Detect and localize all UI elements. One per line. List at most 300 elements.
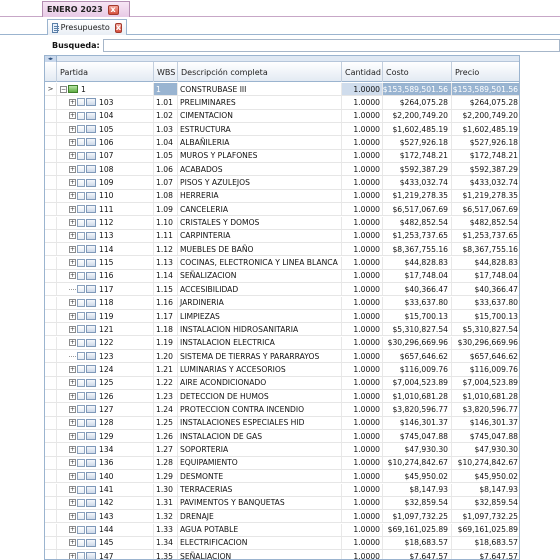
cell-cantidad: 1.0000 — [342, 297, 383, 309]
table-row[interactable] — [45, 443, 520, 456]
tree-node — [59, 190, 114, 202]
table-row[interactable] — [45, 363, 520, 376]
cell-cantidad: 1.0000 — [342, 524, 383, 536]
folder-icon — [86, 499, 96, 507]
cell-partida — [57, 243, 154, 255]
table-row[interactable] — [45, 430, 520, 443]
cell-descripcion: EQUIPAMIENTO — [178, 457, 342, 469]
expand-icon[interactable]: + — [70, 365, 76, 373]
folder-icon — [86, 112, 96, 120]
cell-costo: $3,820,596.77 — [383, 403, 452, 415]
budget-grid — [44, 55, 520, 560]
cell-costo: $527,926.18 — [383, 136, 452, 148]
tree-node — [59, 283, 114, 295]
expand-icon[interactable]: + — [70, 526, 76, 534]
expand-icon[interactable]: + — [70, 405, 76, 413]
tree-node — [59, 377, 114, 389]
expand-icon[interactable]: + — [70, 432, 76, 440]
cell-wbs: 1.03 — [154, 123, 178, 135]
page-margin — [520, 55, 560, 560]
table-row[interactable] — [45, 203, 520, 216]
cell-wbs: 1.32 — [154, 510, 178, 522]
header-descripcion[interactable]: Descripción completa — [178, 62, 342, 82]
row-indicator — [45, 217, 57, 229]
cell-partida — [57, 230, 154, 242]
table-row[interactable] — [45, 190, 520, 203]
row-checkbox[interactable] — [77, 499, 85, 507]
partida-label: 114 — [99, 244, 114, 254]
cell-cantidad: 1.0000 — [342, 537, 383, 549]
cell-descripcion: LIMPIEZAS — [178, 310, 342, 322]
collapse-icon[interactable]: − — [61, 85, 67, 93]
table-row[interactable] — [45, 337, 520, 350]
cell-partida — [57, 257, 154, 269]
row-checkbox[interactable] — [77, 179, 85, 187]
table-row[interactable] — [45, 110, 520, 123]
cell-cantidad: 1.0000 — [342, 337, 383, 349]
partida-label: 107 — [99, 151, 114, 161]
table-row[interactable] — [45, 497, 520, 510]
partida-label: 136 — [99, 458, 114, 468]
cell-cantidad: 1.0000 — [342, 457, 383, 469]
cell-costo: $433,032.74 — [383, 176, 452, 188]
cell-descripcion: CIMENTACION — [178, 110, 342, 122]
tab-presupuesto[interactable] — [47, 19, 127, 35]
partida-label: 1 — [81, 84, 86, 94]
cell-partida — [57, 497, 154, 509]
cell-wbs: 1.17 — [154, 310, 178, 322]
cell-cantidad: 1.0000 — [342, 96, 383, 108]
tree-node — [59, 550, 114, 560]
table-row[interactable] — [45, 176, 520, 189]
cell-precio: $1,602,485.19 — [462, 124, 518, 134]
partida-label: 108 — [99, 164, 114, 174]
row-checkbox[interactable] — [77, 472, 85, 480]
cell-precio: $1,010,681.28 — [462, 391, 518, 401]
table-row[interactable] — [45, 377, 520, 390]
cell-partida — [57, 83, 154, 95]
row-checkbox[interactable] — [77, 446, 85, 454]
expand-icon[interactable]: + — [70, 379, 76, 387]
row-indicator — [45, 203, 57, 215]
cell-partida — [57, 457, 154, 469]
expand-icon[interactable]: + — [70, 138, 76, 146]
row-checkbox[interactable] — [77, 98, 85, 106]
cell-descripcion: MUEBLES DE BAÑO — [178, 243, 342, 255]
tab-enero-2023[interactable] — [42, 1, 130, 17]
cell-descripcion: CARPINTERIA — [178, 230, 342, 242]
cell-partida — [57, 524, 154, 536]
cell-costo: $264,075.28 — [383, 96, 452, 108]
partida-label: 124 — [99, 364, 114, 374]
expand-icon[interactable]: + — [70, 312, 76, 320]
partida-label: 113 — [99, 231, 114, 241]
partida-label: 111 — [99, 204, 114, 214]
cell-wbs: 1.09 — [154, 203, 178, 215]
header-precio[interactable]: Precio — [455, 67, 480, 77]
cell-costo: $146,301.37 — [383, 417, 452, 429]
cell-wbs: 1.31 — [154, 497, 178, 509]
expand-icon[interactable]: + — [70, 112, 76, 120]
row-checkbox[interactable] — [77, 152, 85, 160]
cell-partida — [57, 123, 154, 135]
cell-costo: $7,004,523.89 — [383, 377, 452, 389]
row-indicator — [45, 524, 57, 536]
cell-precio: $172,748.21 — [469, 151, 518, 161]
row-checkbox[interactable] — [77, 299, 85, 307]
column-chooser-icon[interactable]: ◂▸ — [45, 56, 57, 62]
cell-wbs: 1.08 — [154, 190, 178, 202]
tree-node — [59, 524, 114, 536]
cell-precio: $7,647.57 — [479, 551, 518, 560]
cell-cantidad: 1.0000 — [342, 350, 383, 362]
partida-label: 127 — [99, 404, 114, 414]
row-checkbox[interactable] — [77, 138, 85, 146]
table-row[interactable] — [45, 524, 520, 537]
tree-node — [59, 297, 114, 309]
row-checkbox[interactable] — [77, 405, 85, 413]
table-row[interactable] — [45, 217, 520, 230]
expand-icon[interactable]: + — [70, 472, 76, 480]
cell-costo: $745,047.88 — [383, 430, 452, 442]
folder-icon — [86, 552, 96, 560]
expand-icon[interactable]: + — [70, 486, 76, 494]
close-icon[interactable]: x — [115, 22, 121, 32]
partida-label: 144 — [99, 525, 114, 535]
view-tabstrip — [0, 17, 560, 35]
row-checkbox[interactable] — [77, 245, 85, 253]
row-checkbox[interactable] — [77, 325, 85, 333]
folder-icon — [86, 179, 96, 187]
cell-cantidad: 1.0000 — [342, 243, 383, 255]
partida-label: 142 — [99, 498, 114, 508]
tree-node — [59, 484, 114, 496]
table-row[interactable] — [45, 123, 520, 136]
cell-costo: $1,010,681.28 — [383, 390, 452, 402]
document-icon — [52, 23, 58, 33]
expand-icon[interactable]: + — [70, 98, 76, 106]
cell-precio: $3,820,596.77 — [462, 404, 518, 414]
folder-icon — [86, 392, 96, 400]
table-row[interactable] — [45, 350, 520, 363]
cell-wbs: 1.26 — [154, 430, 178, 442]
row-checkbox[interactable] — [77, 272, 85, 280]
partida-label: 104 — [99, 111, 114, 121]
tree-node — [59, 230, 114, 242]
folder-icon — [86, 98, 96, 106]
expand-icon[interactable]: + — [70, 299, 76, 307]
cell-partida — [57, 537, 154, 549]
table-row[interactable] — [45, 510, 520, 523]
tree-node — [59, 243, 114, 255]
table-row[interactable] — [45, 83, 520, 96]
cell-wbs: 1.21 — [154, 363, 178, 375]
cell-partida — [57, 390, 154, 402]
expand-icon[interactable]: + — [70, 152, 76, 160]
row-checkbox[interactable] — [77, 512, 85, 520]
expand-icon[interactable]: + — [70, 179, 76, 187]
project-icon — [68, 85, 78, 93]
row-checkbox[interactable] — [77, 165, 85, 173]
cell-partida — [57, 297, 154, 309]
folder-icon — [86, 285, 96, 293]
row-checkbox[interactable] — [77, 285, 85, 293]
row-checkbox[interactable] — [77, 232, 85, 240]
cell-precio: $482,852.54 — [469, 218, 518, 228]
tree-node — [59, 163, 114, 175]
cell-wbs: 1.27 — [154, 443, 178, 455]
table-row[interactable] — [45, 417, 520, 430]
expand-icon[interactable]: + — [70, 232, 76, 240]
tab-enero-2023-label: ENERO 2023 — [47, 5, 103, 14]
table-row[interactable] — [45, 270, 520, 283]
cell-costo: $482,852.54 — [383, 217, 452, 229]
expand-icon[interactable]: + — [70, 165, 76, 173]
table-row[interactable] — [45, 550, 520, 560]
tree-node — [59, 257, 114, 269]
tree-node — [59, 123, 114, 135]
cell-precio: $44,828.83 — [474, 258, 518, 268]
cell-precio: $32,859.54 — [474, 498, 518, 508]
cell-descripcion: SEÑALIACION — [178, 550, 342, 560]
row-checkbox[interactable] — [77, 392, 85, 400]
table-row[interactable] — [45, 403, 520, 416]
cell-cantidad: 1.0000 — [342, 257, 383, 269]
tree-node — [59, 390, 114, 402]
row-indicator — [45, 230, 57, 242]
cell-costo: $17,748.04 — [383, 270, 452, 282]
cell-precio: $17,748.04 — [474, 271, 518, 281]
table-row[interactable] — [45, 323, 520, 336]
partida-label: 141 — [99, 485, 114, 495]
cell-precio: $153,589,501.56 — [452, 83, 520, 95]
row-checkbox[interactable] — [77, 419, 85, 427]
row-indicator — [45, 163, 57, 175]
table-row[interactable] — [45, 283, 520, 296]
cell-partida — [57, 337, 154, 349]
cell-partida — [57, 484, 154, 496]
expand-icon[interactable]: + — [70, 512, 76, 520]
table-row[interactable] — [45, 243, 520, 256]
cell-cantidad: 1.0000 — [342, 110, 383, 122]
row-checkbox[interactable] — [77, 339, 85, 347]
table-row[interactable] — [45, 297, 520, 310]
table-row[interactable] — [45, 537, 520, 550]
expand-icon[interactable]: + — [70, 272, 76, 280]
tree-node — [59, 457, 114, 469]
cell-cantidad: 1.0000 — [342, 136, 383, 148]
cell-costo: $32,859.54 — [383, 497, 452, 509]
row-checkbox[interactable] — [77, 486, 85, 494]
table-row[interactable] — [45, 163, 520, 176]
tree-line-icon — [69, 289, 76, 290]
row-checkbox[interactable] — [77, 539, 85, 547]
close-icon[interactable]: x — [108, 5, 119, 15]
folder-icon — [86, 125, 96, 133]
header-cantidad[interactable]: Cantidad — [342, 62, 383, 82]
cell-partida — [57, 430, 154, 442]
cell-costo: $5,310,827.54 — [383, 323, 452, 335]
expand-icon[interactable]: + — [70, 205, 76, 213]
cell-partida — [57, 403, 154, 415]
cell-descripcion: INSTALACION DE GAS — [178, 430, 342, 442]
cell-cantidad: 1.0000 — [342, 497, 383, 509]
table-row[interactable] — [45, 390, 520, 403]
row-indicator — [45, 297, 57, 309]
row-checkbox[interactable] — [77, 365, 85, 373]
expand-icon[interactable]: + — [70, 539, 76, 547]
tree-line-icon — [69, 356, 76, 357]
row-indicator — [45, 497, 57, 509]
expand-icon[interactable]: + — [70, 552, 76, 560]
partida-label: 119 — [99, 311, 114, 321]
folder-icon — [86, 325, 96, 333]
expand-icon[interactable]: + — [70, 325, 76, 333]
cell-wbs: 1.24 — [154, 403, 178, 415]
cell-wbs: 1.01 — [154, 96, 178, 108]
tree-node — [59, 136, 114, 148]
cell-descripcion: MUROS Y PLAFONES — [178, 150, 342, 162]
partida-label: 103 — [99, 97, 114, 107]
partida-label: 134 — [99, 445, 114, 455]
cell-partida — [57, 470, 154, 482]
expand-icon[interactable]: + — [70, 419, 76, 427]
cell-cantidad: 1.0000 — [342, 363, 383, 375]
row-checkbox[interactable] — [77, 432, 85, 440]
table-row[interactable] — [45, 470, 520, 483]
folder-icon — [86, 352, 96, 360]
expand-icon[interactable]: + — [70, 459, 76, 467]
cell-precio: $15,700.13 — [474, 311, 518, 321]
row-indicator — [45, 390, 57, 402]
folder-icon — [86, 192, 96, 200]
cell-precio: $433,032.74 — [469, 178, 518, 188]
row-indicator — [45, 176, 57, 188]
search-input[interactable] — [103, 39, 560, 52]
header-partida[interactable]: Partida — [57, 62, 154, 82]
row-indicator — [45, 350, 57, 362]
cell-precio: $116,009.76 — [469, 364, 518, 374]
table-row[interactable] — [45, 150, 520, 163]
tree-node — [59, 430, 114, 442]
tree-node — [59, 537, 114, 549]
partida-label: 117 — [99, 284, 114, 294]
partida-label: 106 — [99, 137, 114, 147]
expand-icon[interactable]: + — [70, 446, 76, 454]
table-row[interactable] — [45, 484, 520, 497]
cell-precio: $592,387.29 — [469, 164, 518, 174]
cell-wbs: 1.14 — [154, 270, 178, 282]
row-checkbox[interactable] — [77, 352, 85, 360]
cell-descripcion: INSTALACIONES ESPECIALES HID — [178, 417, 342, 429]
cell-descripcion: DESMONTE — [178, 470, 342, 482]
cell-wbs: 1 — [154, 83, 178, 95]
tree-node — [59, 510, 114, 522]
cell-wbs: 1.20 — [154, 350, 178, 362]
cell-partida — [57, 550, 154, 560]
table-row[interactable] — [45, 457, 520, 470]
folder-icon — [86, 165, 96, 173]
expand-icon[interactable]: + — [70, 245, 76, 253]
row-checkbox[interactable] — [77, 379, 85, 387]
cell-wbs: 1.12 — [154, 243, 178, 255]
row-indicator — [45, 283, 57, 295]
row-checkbox[interactable] — [77, 112, 85, 120]
cell-precio: $47,930.30 — [474, 445, 518, 455]
cell-partida — [57, 203, 154, 215]
row-checkbox[interactable] — [77, 459, 85, 467]
row-indicator — [45, 470, 57, 482]
cell-cantidad: 1.0000 — [342, 270, 383, 282]
cell-precio: $1,219,278.35 — [462, 191, 518, 201]
cell-wbs: 1.05 — [154, 150, 178, 162]
cell-descripcion: INSTALACION HIDROSANITARIA — [178, 323, 342, 335]
row-checkbox[interactable] — [77, 125, 85, 133]
tree-node — [59, 497, 114, 509]
row-indicator — [45, 457, 57, 469]
table-row[interactable] — [45, 230, 520, 243]
cell-cantidad: 1.0000 — [342, 176, 383, 188]
header-costo[interactable]: Costo — [383, 62, 452, 82]
table-row[interactable] — [45, 136, 520, 149]
cell-precio: $30,296,669.96 — [457, 338, 518, 348]
row-checkbox[interactable] — [77, 192, 85, 200]
expand-icon[interactable]: + — [70, 125, 76, 133]
table-row[interactable] — [45, 257, 520, 270]
row-checkbox[interactable] — [77, 219, 85, 227]
expand-icon[interactable]: + — [70, 392, 76, 400]
table-row[interactable] — [45, 310, 520, 323]
row-checkbox[interactable] — [77, 552, 85, 560]
cell-cantidad: 1.0000 — [342, 323, 383, 335]
cell-precio: $40,366.47 — [474, 284, 518, 294]
partida-label: 147 — [99, 551, 114, 560]
cell-precio: $5,310,827.54 — [462, 324, 518, 334]
row-indicator — [45, 136, 57, 148]
table-row[interactable] — [45, 96, 520, 109]
folder-icon — [86, 526, 96, 534]
row-checkbox[interactable] — [77, 312, 85, 320]
partida-label: 121 — [99, 324, 114, 334]
cell-descripcion: JARDINERIA — [178, 297, 342, 309]
expand-icon[interactable]: + — [70, 219, 76, 227]
row-checkbox[interactable] — [77, 526, 85, 534]
cell-precio: $8,147.93 — [479, 485, 518, 495]
expand-icon[interactable]: + — [70, 192, 76, 200]
cell-costo: $8,147.93 — [383, 484, 452, 496]
row-checkbox[interactable] — [77, 205, 85, 213]
expand-icon[interactable]: + — [70, 499, 76, 507]
cell-partida — [57, 310, 154, 322]
header-wbs[interactable]: WBS — [154, 62, 178, 82]
cell-descripcion: CRISTALES Y DOMOS — [178, 217, 342, 229]
cell-costo: $8,367,755.16 — [383, 243, 452, 255]
cell-costo: $44,828.83 — [383, 257, 452, 269]
row-checkbox[interactable] — [77, 259, 85, 267]
tree-node — [59, 470, 114, 482]
cell-partida — [57, 510, 154, 522]
cell-cantidad: 1.0000 — [342, 150, 383, 162]
cell-descripcion: DETECCION DE HUMOS — [178, 390, 342, 402]
cell-cantidad: 1.0000 — [342, 203, 383, 215]
folder-icon — [86, 245, 96, 253]
cell-cantidad: 1.0000 — [342, 190, 383, 202]
expand-icon[interactable]: + — [70, 339, 76, 347]
cell-precio: $10,274,842.67 — [457, 458, 518, 468]
expand-icon[interactable]: + — [70, 259, 76, 267]
cell-descripcion: ALBAÑILERIA — [178, 136, 342, 148]
tree-node — [59, 323, 114, 335]
